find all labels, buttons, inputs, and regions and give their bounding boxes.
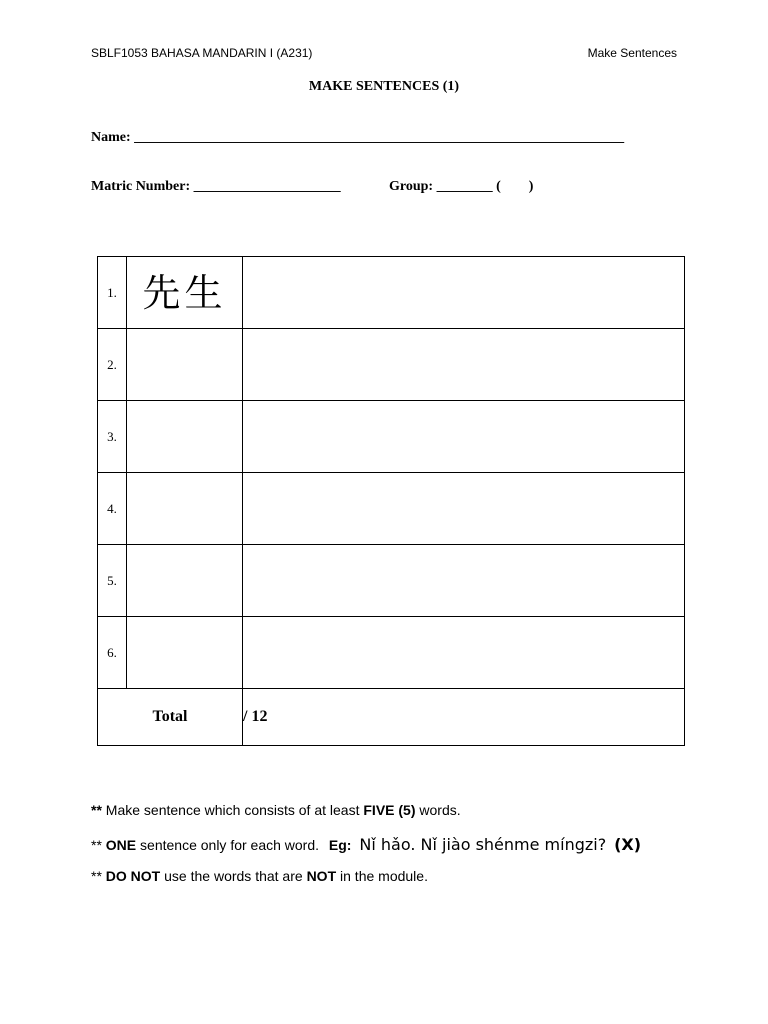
sentence-answer-cell[interactable] bbox=[243, 257, 685, 329]
sentence-table bbox=[97, 256, 685, 746]
instruction-1 bbox=[91, 802, 641, 819]
row-number: 6. bbox=[98, 617, 127, 689]
note-text: Make sentence which consists of at least bbox=[105, 802, 360, 818]
table-row bbox=[98, 617, 685, 689]
instructions bbox=[91, 802, 641, 901]
word-cell[interactable] bbox=[127, 617, 243, 689]
example-text: Nǐ hǎo. Nǐ jiào shénme míngzi? bbox=[359, 835, 607, 854]
word-cell[interactable] bbox=[127, 329, 243, 401]
word-cell[interactable] bbox=[127, 473, 243, 545]
sentence-answer-cell[interactable] bbox=[243, 545, 685, 617]
page-title: MAKE SENTENCES (1) bbox=[308, 79, 460, 94]
group-blank[interactable]: ________ bbox=[436, 179, 493, 194]
total-label: Total bbox=[98, 689, 243, 746]
group-label: Group: bbox=[389, 179, 434, 194]
note-stars: ** bbox=[91, 868, 102, 884]
word-cell[interactable] bbox=[127, 401, 243, 473]
note-emphasis: NOT bbox=[306, 868, 337, 884]
table-row bbox=[98, 329, 685, 401]
group-paren-open: ( bbox=[496, 179, 501, 194]
note-emphasis: FIVE (5) bbox=[363, 802, 416, 818]
row-number: 3. bbox=[98, 401, 127, 473]
row-number: 1. bbox=[98, 257, 127, 329]
table-row bbox=[98, 257, 685, 329]
matric-number-field[interactable] bbox=[91, 179, 341, 195]
word-cell bbox=[127, 257, 243, 329]
note-text: in the module. bbox=[340, 868, 428, 884]
table-row bbox=[98, 473, 685, 545]
row-number: 5. bbox=[98, 545, 127, 617]
course-header: SBLF1053 BAHASA MANDARIN I (A231) bbox=[91, 46, 313, 60]
sentence-answer-cell[interactable] bbox=[243, 617, 685, 689]
total-score: / 12 bbox=[243, 689, 685, 746]
name-blank[interactable]: ______________________________________________________________________ bbox=[134, 130, 625, 145]
sentence-answer-cell[interactable] bbox=[243, 329, 685, 401]
instruction-2 bbox=[91, 835, 641, 852]
row-number: 4. bbox=[98, 473, 127, 545]
wrong-mark: (X) bbox=[614, 835, 642, 854]
note-emphasis: DO NOT bbox=[105, 868, 161, 884]
section-header: Make Sentences bbox=[587, 46, 677, 60]
name-label: Name: bbox=[91, 130, 131, 145]
matric-blank[interactable]: _____________________ bbox=[193, 179, 341, 194]
note-text: sentence only for each word. bbox=[140, 837, 320, 853]
sentence-answer-cell[interactable] bbox=[243, 473, 685, 545]
total-row bbox=[98, 689, 685, 746]
word-cell[interactable] bbox=[127, 545, 243, 617]
note-emphasis: ONE bbox=[105, 837, 137, 853]
table-row bbox=[98, 401, 685, 473]
table-row bbox=[98, 545, 685, 617]
instruction-3 bbox=[91, 868, 641, 885]
note-stars: ** bbox=[91, 837, 102, 853]
note-stars: ** bbox=[91, 802, 102, 818]
note-text: words. bbox=[419, 802, 461, 818]
group-field[interactable] bbox=[389, 179, 533, 195]
note-text: use the words that are bbox=[164, 868, 303, 884]
word-text: 先生 bbox=[142, 270, 227, 315]
row-number: 2. bbox=[98, 329, 127, 401]
example-label: Eg: bbox=[328, 837, 352, 853]
sentence-answer-cell[interactable] bbox=[243, 401, 685, 473]
group-paren-close: ) bbox=[528, 179, 534, 194]
matric-label: Matric Number: bbox=[91, 179, 191, 194]
name-field[interactable] bbox=[91, 130, 624, 146]
